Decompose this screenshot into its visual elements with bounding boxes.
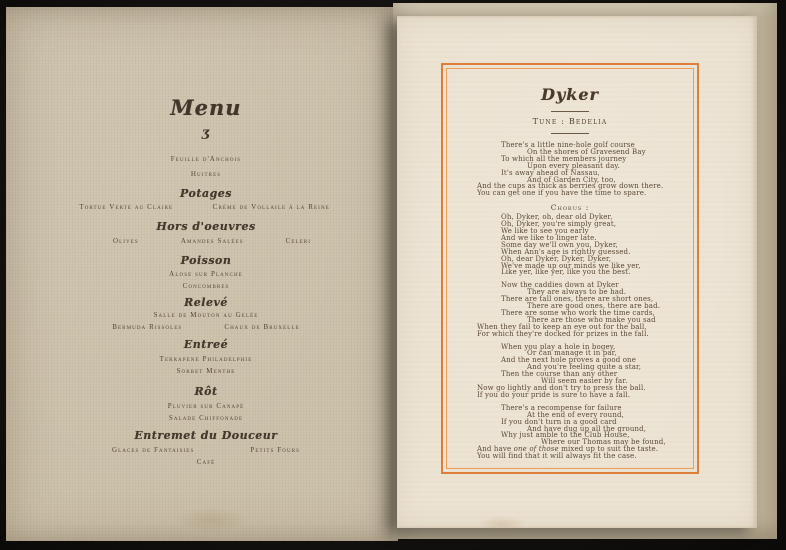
poem-line: Oh, Dyker, you're simply great, xyxy=(501,220,617,229)
poem-line: When they fail to keep an eye out for the ball, xyxy=(477,322,647,331)
orange-double-border xyxy=(441,63,699,474)
menu-item: Feuille d'Anchois xyxy=(170,155,242,163)
menu-item: Celeri xyxy=(285,237,312,245)
song-page xyxy=(397,16,757,528)
menu-item: Huitres xyxy=(190,170,222,178)
menu-row xyxy=(61,203,351,211)
course-header-entremet: Entremet du Douceur xyxy=(134,429,278,442)
line-segment: mixed up to suit the taste. xyxy=(558,445,659,454)
ornament-glyph: Ʒ xyxy=(201,128,211,143)
course-header-poisson: Poisson xyxy=(180,254,232,267)
orange-inner-border xyxy=(446,68,694,469)
course-header-hors-doeuvres: Hors d'oeuvres xyxy=(156,220,256,233)
poem-line: There are good ones, there are bad. xyxy=(527,302,661,311)
menu-item: Crème de Vollaile à la Reine xyxy=(212,203,330,211)
menu-item: Concombres xyxy=(182,282,230,290)
menu-page xyxy=(6,7,398,541)
menu-item: Café xyxy=(196,458,216,466)
poem-line: Some day we'll own you, Dyker, xyxy=(501,240,618,249)
menu-item: Petits Fours xyxy=(250,446,301,454)
poem-line: There are those who make you sad xyxy=(527,315,656,324)
poem-line: There's a recompense for failure xyxy=(501,403,622,412)
menu-item: Terrapene Philadelphie xyxy=(159,355,253,363)
menu-item: Amandes Salées xyxy=(180,237,244,245)
poem-line: Why just amble to the Club House, xyxy=(501,431,630,440)
menu-item: Salle de Mouton au Gelée xyxy=(153,311,259,319)
poem-line: Then the course than any other xyxy=(501,370,618,379)
poem-line: Or can manage it in par, xyxy=(527,349,617,358)
menu-item: Bermuda Rissoles xyxy=(112,323,183,331)
poem-line: And the cups as thick as berries grow down there. xyxy=(477,182,664,191)
line-segment: And have xyxy=(477,445,514,454)
menu-item: Tortue Verte au Claire xyxy=(79,203,174,211)
poem-line: Now go lightly and don't try to press the ball. xyxy=(477,384,646,392)
poem-line: We like to see you early xyxy=(501,226,589,235)
menu-row xyxy=(61,237,351,245)
chorus-label: Chorus : xyxy=(550,203,590,213)
course-header-potages: Potages xyxy=(180,187,232,200)
poem-line: It's away ahead of Nassau, xyxy=(501,168,600,177)
tune-line: Tune : Bedelia xyxy=(532,117,608,126)
course-header-entree: Entreé xyxy=(183,338,229,351)
poem-line: There's a little nine-hole golf course xyxy=(501,141,635,149)
poem-line: Like yer, like yer, like you the best. xyxy=(501,268,631,277)
menu-item: Alose sur Planche xyxy=(169,270,243,278)
poem-line: If you do your pride is sure to have a fall. xyxy=(477,390,631,399)
menu-row xyxy=(61,323,351,331)
poem-line: Oh, Dyker, oh, dear old Dyker, xyxy=(501,213,613,222)
poem-line: You will find that it will always fit the case. xyxy=(477,452,637,461)
poem-line: And have dug up all the ground, xyxy=(527,424,647,433)
menu-item: Olives xyxy=(112,237,139,245)
menu-item: Sorbet Menthe xyxy=(176,367,236,375)
poem-line: When you play a hole in bogey, xyxy=(501,342,616,351)
poem-line: Upon every pleasant day. xyxy=(527,161,620,170)
poem-line: Will seem easier by far. xyxy=(541,377,628,386)
song-title: Dyker xyxy=(541,85,599,104)
poem-line: There are tall ones, there are short ones, xyxy=(501,295,654,304)
menu-text-block xyxy=(61,95,351,466)
poem-line: For which they're docked for prizes in the fall. xyxy=(477,329,649,338)
poem-line: You can get one if you have the time to spare. xyxy=(477,189,647,198)
course-header-rot: Rôt xyxy=(194,385,218,398)
poem-line: And we like to linger late. xyxy=(501,233,597,242)
menu-item: Salade Chiffonade xyxy=(168,414,244,422)
poem-line: There are some who work the time cards, xyxy=(501,308,656,317)
menu-title: Menu xyxy=(170,95,242,120)
poem-line: They are always to be had. xyxy=(527,288,627,297)
poem-line: If you don't turn in a good card xyxy=(501,417,617,426)
menu-item: Glaces de Fantaisies xyxy=(111,446,195,454)
poem-line: Where our Thomas may be found, xyxy=(541,438,666,447)
poem-line: And you're feeling quite a star, xyxy=(527,363,642,372)
poem-line: And of Garden City, too, xyxy=(527,175,616,184)
line-segment-italic: one of those xyxy=(513,445,559,454)
poem-line: And the next hole proves a good one xyxy=(501,356,637,365)
menu-item: Chaux de Bruxelle xyxy=(224,323,300,331)
poem-line: Now the caddies down at Dyker xyxy=(501,281,619,290)
poem-line: We've made up our minds we like yer, xyxy=(501,261,641,270)
poem-line: On the shores of Gravesend Bay xyxy=(527,147,646,156)
poem-line: When Ann's age is rightly guessed. xyxy=(501,247,631,256)
poem-line: At the end of every round, xyxy=(527,410,624,419)
menu-item: Pluvier sur Canapé xyxy=(167,402,245,410)
poem-line: Oh, dear Dyker, Dyker, Dyker, xyxy=(501,254,612,263)
menu-row xyxy=(61,446,351,454)
course-header-releve: Relevé xyxy=(184,296,228,309)
poem-line: To which all the members journey xyxy=(501,154,627,163)
